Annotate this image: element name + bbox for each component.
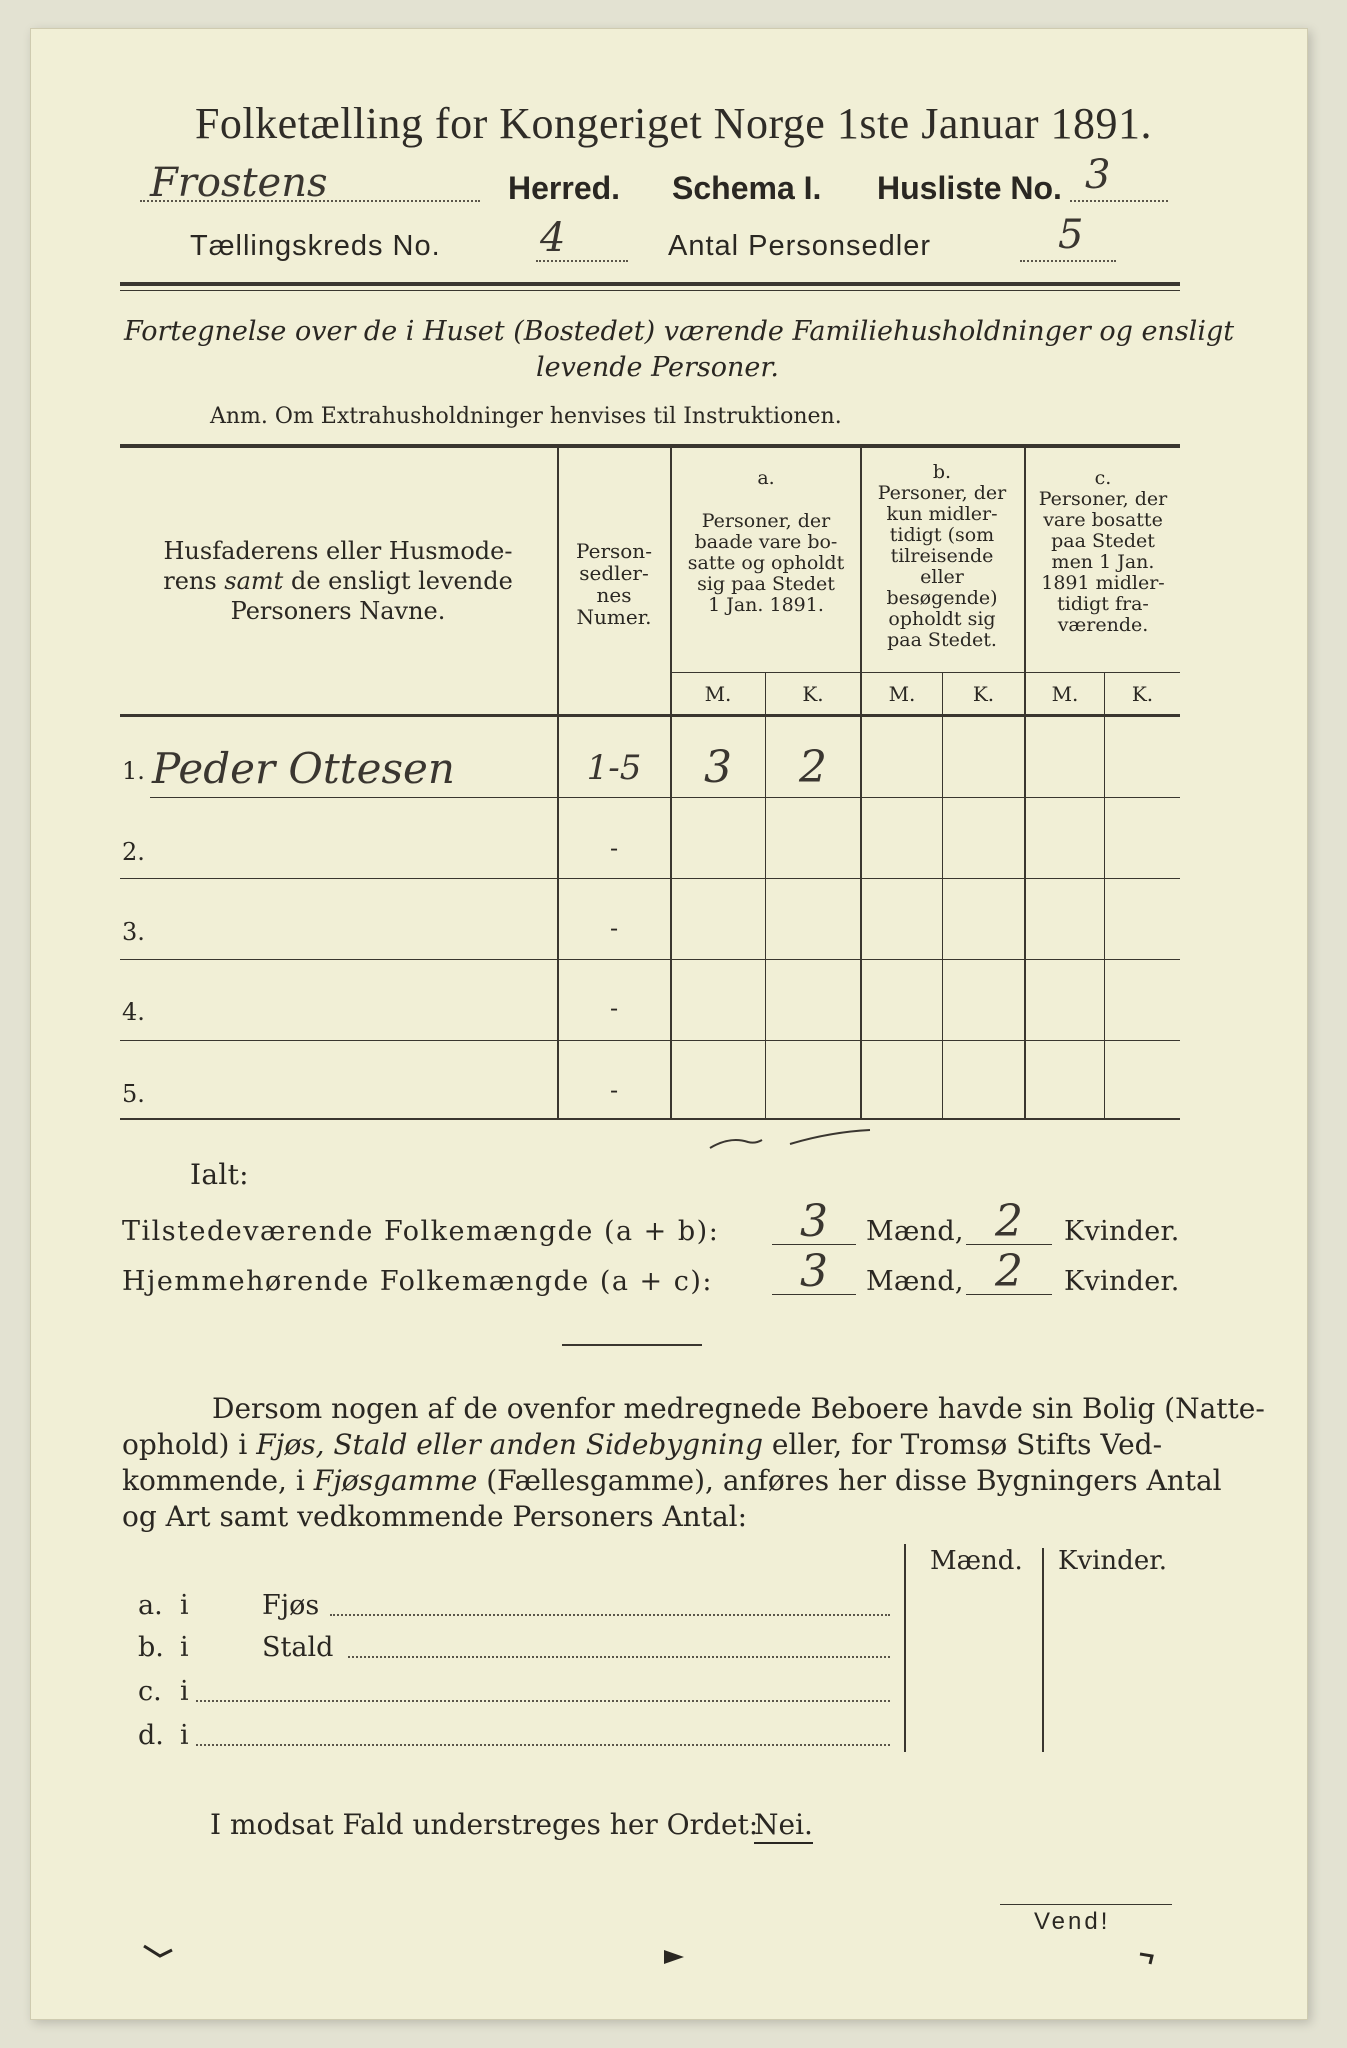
- separator-rule: [562, 1344, 702, 1346]
- a-m-label: M.: [704, 682, 732, 706]
- tilst-maend: Mænd,: [866, 1216, 964, 1247]
- col-divider-a-mk: [765, 672, 766, 1118]
- hjem-kvinder: Kvinder.: [1064, 1266, 1180, 1297]
- hjem-m-value: 3: [800, 1246, 828, 1297]
- building-a-dots: [330, 1606, 890, 1616]
- row-line-3: [120, 959, 1180, 960]
- paragraph-line2: ophold) i Fjøs, Stald eller anden Sidebygning eller, for Tromsø Stifts Ved-: [122, 1428, 1163, 1461]
- tilst-label: Tilstedeværende Folkemængde (a + b):: [122, 1216, 720, 1247]
- row-1-number: 1.: [122, 757, 145, 785]
- paragraph-line3: kommende, i Fjøsgamme (Fællesgamme), anføres her disse Bygningers Antal: [122, 1464, 1222, 1497]
- row-3-number: 3.: [122, 918, 145, 946]
- building-a-i: i: [180, 1590, 189, 1621]
- row-4-dash: -: [609, 994, 619, 1022]
- col-names-line1: Husfaderens eller Husmode-: [163, 537, 513, 565]
- hjem-maend: Mænd,: [866, 1266, 964, 1297]
- row-4-number: 4.: [122, 998, 145, 1026]
- building-a-name: Fjøs: [262, 1590, 320, 1621]
- table-top-rule: [120, 444, 1180, 448]
- intro-line2: levende Personer.: [536, 352, 779, 383]
- table-bottom-rule: [120, 1118, 1180, 1120]
- col-divider-1: [557, 446, 559, 1118]
- c-m-label: M.: [1051, 682, 1079, 706]
- row-1-name: Peder Ottesen: [152, 744, 455, 793]
- c-k-label: K.: [1131, 682, 1154, 706]
- building-c-letter: c.: [138, 1676, 162, 1707]
- husliste-label: Husliste No.: [877, 170, 1062, 206]
- col-b-header: b. Personer, der kun midler- tidigt (som tilreisende eller besøgende) opholdt sig paa Stedet.: [877, 461, 1007, 651]
- margin-mark-right: [1136, 1944, 1166, 1968]
- col-divider-c-mk: [1104, 672, 1105, 1118]
- paragraph-line1: Dersom nogen af de ovenfor medregnede Beboere havde sin Bolig (Natte-: [212, 1392, 1265, 1425]
- col-c-header: c. Personer, der vare bosatte paa Stedet men 1 Jan. 1891 midler- tidigt fra- værende.: [1038, 467, 1168, 636]
- table-header-bottom-rule: [120, 714, 1180, 717]
- row-1-a-m: 3: [704, 742, 732, 793]
- col-names-header: [124, 536, 552, 626]
- building-a-letter: a.: [138, 1590, 163, 1621]
- row-line-2: [120, 878, 1180, 879]
- margin-mark-center: [660, 1946, 690, 1968]
- margin-mark-left: [140, 1940, 180, 1964]
- building-b-dots: [348, 1648, 890, 1658]
- row-1-sedler: 1-5: [586, 748, 642, 788]
- col-names-line2: rens samt de ensligt levende: [163, 567, 513, 595]
- row-2-dash: -: [609, 834, 619, 862]
- check-marks: [700, 1120, 880, 1160]
- building-c-i: i: [180, 1676, 189, 1707]
- a-k-label: K.: [802, 682, 824, 706]
- tilst-kvinder: Kvinder.: [1064, 1216, 1180, 1247]
- buildings-maend-header: Mænd.: [930, 1546, 1023, 1576]
- paragraph-line4: og Art samt vedkommende Personers Antal:: [122, 1500, 748, 1533]
- kreds-label: Tællingskreds No.: [190, 230, 441, 262]
- building-b-i: i: [180, 1632, 189, 1663]
- herred-label: Herred.: [508, 170, 621, 206]
- header-rule-thin: [120, 290, 1180, 291]
- building-d-dots: [196, 1736, 890, 1746]
- modsat-text: I modsat Fald understreges her Ordet:: [210, 1808, 759, 1841]
- col-a-header: a. Personer, der baade vare bo- satte og opholdt sig paa Stedet 1 Jan. 1891.: [687, 467, 845, 616]
- building-b-letter: b.: [138, 1632, 164, 1663]
- tilst-m-value: 3: [800, 1196, 828, 1247]
- col-divider-b-mk: [942, 672, 943, 1118]
- row-2-number: 2.: [122, 838, 145, 866]
- row-line-4: [120, 1040, 1180, 1041]
- building-d-i: i: [180, 1720, 189, 1751]
- col-names-line3: Personers Navne.: [230, 597, 446, 625]
- anm-note: Anm. Om Extrahusholdninger henvises til Instruktionen.: [210, 404, 842, 429]
- building-d-letter: d.: [138, 1720, 164, 1751]
- nei-word: Nei.: [754, 1808, 813, 1844]
- building-c-dots: [196, 1692, 890, 1702]
- vend-text: Vend!: [1034, 1908, 1111, 1935]
- hjem-label: Hjemmehørende Folkemængde (a + c):: [122, 1266, 713, 1297]
- kreds-value: 4: [540, 215, 566, 261]
- husliste-value: 3: [1085, 152, 1111, 198]
- building-b-name: Stald: [262, 1632, 334, 1663]
- row-5-number: 5.: [122, 1080, 145, 1108]
- row-1-a-k: 2: [799, 742, 827, 793]
- herred-value: Frostens: [150, 160, 328, 206]
- row-3-dash: -: [609, 914, 619, 942]
- b-m-label: M.: [888, 682, 916, 706]
- hjem-k-value: 2: [995, 1246, 1023, 1297]
- sedler-value: 5: [1058, 212, 1084, 258]
- row-5-dash: -: [609, 1076, 619, 1104]
- schema-label: Schema I.: [672, 170, 822, 206]
- vend-rule: [1000, 1904, 1172, 1905]
- form-title: Folketælling for Kongeriget Norge 1ste Januar 1891.: [194, 99, 1153, 148]
- buildings-kvinder-header: Kvinder.: [1058, 1546, 1168, 1576]
- ialt-label: Ialt:: [190, 1158, 249, 1191]
- row-line-1: [150, 797, 1180, 798]
- intro-line1: Fortegnelse over de i Huset (Bostedet) værende Familiehusholdninger og ensligt: [124, 316, 1235, 347]
- tilst-k-value: 2: [995, 1196, 1023, 1247]
- buildings-divider-1: [904, 1544, 906, 1752]
- b-k-label: K.: [972, 682, 995, 706]
- col-num-header: Person- sedler- nes Numer.: [576, 539, 652, 629]
- buildings-divider-2: [1042, 1548, 1044, 1752]
- sedler-label: Antal Personsedler: [668, 230, 932, 262]
- header-rule: [120, 282, 1180, 286]
